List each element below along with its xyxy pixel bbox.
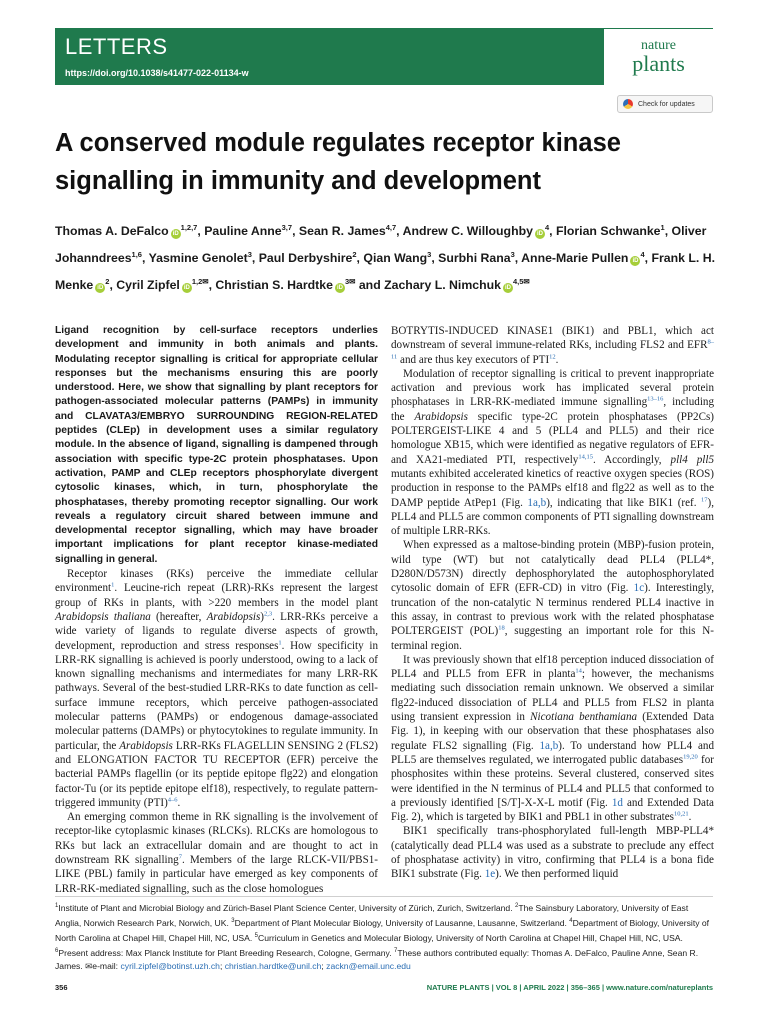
- citation-ref[interactable]: 13–16: [647, 395, 664, 403]
- author[interactable]: [521, 251, 644, 265]
- footnote-divider: [55, 896, 713, 897]
- author-affiliation-sup: 1,2✉: [191, 277, 209, 287]
- author[interactable]: [116, 278, 208, 292]
- body-paragraph: Receptor kinases (RKs) perceive the immediate cellular environment$^1$. Leucine-rich repeat (LRR)-RKs represent the largest group of RKs in plants, with >220 members in the model plant Arabidopsis thaliana (hereafter, Arabidopsis)$^{2,3}$. LRR-RKs perceive a wide variety of ligands to regulate diverse aspects of growth, development, reproduction and stress responses$^1$. How specificity in LRR-RK signalling is achieved is poorly understood, owing to a lack of known signalling mechanisms and intermediates for many LRR-RK pathways. Several of the best-studied LRR-RKs to date function as cell-surface immune receptors, which perceive pathogen-associated molecular patterns (PAMPs) or endogenous damage-associated molecular patterns (DAMPs) or phytocytokines to regulate immunity. In particular, the Arabidopsis LRR-RKs FLAGELLIN SENSING 2 (FLS2) and ELONGATION FACTOR TU RECEPTOR (EFR) perceive the bacterial PAMPs flagellin (or its peptide epitope flg22) and elongation factor-Tu (or its peptide epitope elf18), respectively, to regulate pattern-triggered immunity (PTI)$^{4-6}$.: [55, 568, 378, 809]
- citation-ref[interactable]: 18: [498, 624, 505, 632]
- author-name[interactable]: Pauline Anne: [204, 224, 282, 239]
- author-affiliation-sup: 3✉: [344, 277, 356, 287]
- left-body-text: [55, 567, 378, 896]
- page-number: 356: [55, 983, 68, 992]
- right-column: [391, 324, 714, 882]
- italic-term: pll4 pll5: [670, 453, 714, 466]
- affiliation-number: 3: [231, 918, 235, 925]
- italic-term: Arabidopsis thaliana: [55, 610, 151, 623]
- author-affiliation-sup: 4: [640, 250, 645, 260]
- author-affiliation-sup: 3: [427, 250, 432, 260]
- author-name[interactable]: Oliver Johanndrees: [55, 224, 707, 266]
- author[interactable]: [438, 251, 515, 265]
- citation-ref[interactable]: 7: [178, 853, 182, 861]
- orcid-icon[interactable]: iD: [183, 285, 190, 292]
- article-title: A conserved module regulates receptor kinase signalling in immunity and development: [55, 129, 621, 195]
- author-list: Thomas A. DeFalco iD$^{1,2,7}$, Pauline Anne$^{3,7}$, Sean R. James$^{4,7}$, Andrew C. Willoughby $iD^4$, Florian Schwanke$^1$, Oliver Johanndrees$^{1,6}$, Yasmine Genolet$^3$, Paul Derbyshire$^2$, Qian Wang$^3$, Surbhi Rana$^3$, Anne-Marie Pullen $iD^4$, Frank L. H. Menke $iD^2$, Cyril Zipfel $iD^{1,2✉}$, Christian S. Hardtke $iD^{3✉}$ and Zachary L. Nimchuk $iD^{4,5✉}$: [55, 223, 716, 293]
- figure-link[interactable]: 1e: [484, 868, 496, 881]
- check-updates-icon: [623, 99, 633, 109]
- author[interactable]: [403, 224, 550, 238]
- citation-ref[interactable]: 10,21: [673, 810, 689, 818]
- email-link[interactable]: zackn@email.unc.edu: [326, 961, 411, 972]
- affiliation-number: 7: [393, 948, 398, 955]
- author[interactable]: [204, 224, 292, 238]
- author-affiliation-sup: 2: [352, 250, 357, 260]
- author-name[interactable]: Frank L. H. Menke: [55, 251, 716, 293]
- orcid-icon[interactable]: iD: [172, 231, 179, 238]
- journal-logo[interactable]: [604, 29, 713, 85]
- orcid-icon[interactable]: iD: [504, 285, 511, 292]
- author-affiliation-sup: 1,2,7: [180, 223, 198, 232]
- author[interactable]: [359, 278, 530, 292]
- author-affiliation-sup: 3,7: [281, 223, 293, 232]
- figure-link[interactable]: 1c: [633, 582, 645, 595]
- citation-ref[interactable]: 19,20: [683, 753, 698, 761]
- citation-ref[interactable]: 8–11: [391, 338, 714, 360]
- affiliation-number: 4: [569, 918, 573, 925]
- author-name[interactable]: Qian Wang: [363, 251, 428, 266]
- article-type-label: LETTERS: [65, 34, 168, 59]
- citation-ref[interactable]: 17: [701, 495, 708, 503]
- italic-term: Nicotiana benthamiana: [530, 711, 638, 724]
- author-name[interactable]: Sean R. James: [298, 224, 386, 239]
- author-affiliation-sup: 4,5✉: [512, 277, 530, 287]
- orcid-icon[interactable]: iD: [536, 231, 543, 238]
- italic-term: Arabidopsis: [206, 610, 261, 623]
- italic-term: Arabidopsis: [414, 410, 468, 423]
- affiliations: $^1$Institute of Plant and Microbial Biology and Zürich-Basel Plant Science Center, University of Zürich, Zurich, Switzerland. $^2$The Sainsbury Laboratory, University of East Anglia, Norwich Research Park, Norwich, UK. $^3$Department of Plant Molecular Biology, University of Lausanne, Lausanne, Switzerland. $^4$Department of Biology, University of North Carolina at Chapel Hill, Chapel Hill, NC, USA. $^5$Curriculum in Genetics and Molecular Biology, University of North Carolina at Chapel Hill, Chapel Hill, NC, USA. $^6$Present address: Max Planck Institute for Plant Breeding Research, Cologne, Germany. $^7$These authors contributed equally: Thomas A. DeFalco, Pauline Anne, Sean R. James. ✉e-mail: cyril.zipfel@botinst.uzh.ch; christian.hardtke@unil.ch; zackn@email.unc.edu: [55, 902, 710, 972]
- page-footer: [55, 983, 713, 995]
- author-affiliation-sup: 4,7: [385, 223, 397, 232]
- affiliation-number: 6: [55, 948, 59, 955]
- orcid-icon[interactable]: iD: [97, 285, 104, 292]
- author[interactable]: [149, 251, 252, 265]
- author[interactable]: [556, 224, 665, 238]
- email-link[interactable]: cyril.zipfel@botinst.uzh.ch: [120, 961, 220, 972]
- affiliation-number: 2: [514, 903, 519, 909]
- doi-link[interactable]: https://doi.org/10.1038/s41477-022-01134-w: [65, 68, 249, 78]
- author[interactable]: [55, 224, 197, 238]
- journal-citation[interactable]: NATURE PLANTS | VOL 8 | APRIL 2022 | 356–365 | www.nature.com/natureplants: [426, 983, 713, 992]
- orcid-icon[interactable]: iD: [632, 258, 639, 265]
- figure-link[interactable]: 1a,b: [539, 739, 559, 752]
- affiliation-number: 5: [254, 933, 258, 940]
- body-paragraph: When expressed as a maltose-binding protein (MBP)-fusion protein, wild type (WT) but not catalytically dead PLL4 (PLL4*, D280N/D573N) directly dephosphorylated the autophosphorylated cytosolic domain of EFR (EFR-CD) in vitro (Fig. 1c). Interestingly, truncation of the non-catalytic N terminus rendered PLL4 inactive in this assay, in contrast to previous work with the related phosphatase POLTERGEIST (POL)$^{18}$, suggesting an important role for this N-terminal region.: [391, 539, 714, 652]
- affiliation-number: 1: [55, 903, 59, 909]
- body-paragraph: Modulation of receptor signalling is critical to prevent inappropriate activation and previous work has implicated several protein phosphatases in LRR-RK-mediated immune signalling$^{13-16}$, including the Arabidopsis specific type-2C protein phosphatases (PP2Cs) POLTERGEIST-LIKE 4 and 5 (PLL4 and PLL5) and their rice homologue XB15, which were identified as negative regulators of EFR- and XA21-mediated PTI, respectively$^{14,15}$. Accordingly, pll4 pll5 mutants exhibited accelerated kinetics of reactive oxygen species (ROS) production in response to the PAMPs elf18 and flg22 as well as to the DAMP peptide AtPep1 (Fig. 1a,b), indicating that like BIK1 (ref. $^{17}$), PLL4 and PLL5 are common components of PTI signalling downstream of multiple LRR-RKs.: [391, 367, 715, 538]
- italic-term: Arabidopsis: [119, 739, 173, 752]
- author-name[interactable]: Florian Schwanke: [555, 224, 661, 239]
- body-paragraph: An emerging common theme in RK signalling is the involvement of receptor-like cytoplasmic kinases (RLCKs). RLCKs are homologous to RKs but lack an extracellular domain and are thought to act in downstream RK signalling$^7$. Members of the large RLCK-VII/PBS1-LIKE (PBL) family in particular have emerged as key components of LRR-RK-mediated signalling, such as the close homologues: [55, 811, 378, 895]
- author-name[interactable]: Cyril Zipfel: [116, 278, 180, 293]
- author-name[interactable]: Anne-Marie Pullen: [521, 251, 629, 266]
- author[interactable]: [215, 278, 355, 292]
- right-body-text: [391, 324, 714, 882]
- email-link[interactable]: christian.hardtke@unil.ch: [224, 961, 322, 972]
- author-name[interactable]: Yasmine Genolet: [148, 251, 248, 266]
- author-affiliation-sup: 1,6: [131, 250, 142, 260]
- author[interactable]: [363, 251, 431, 265]
- author-name[interactable]: and Zachary L. Nimchuk: [358, 278, 501, 293]
- author-affiliation-sup: 4: [544, 223, 550, 232]
- figure-link[interactable]: 1d: [611, 796, 623, 809]
- citation-ref[interactable]: 14: [575, 667, 582, 675]
- author-name[interactable]: Surbhi Rana: [438, 251, 511, 266]
- author-name[interactable]: Andrew C. Willoughby: [402, 224, 533, 239]
- left-column: [55, 324, 378, 896]
- author[interactable]: [259, 251, 357, 265]
- author-name[interactable]: Christian S. Hardtke: [215, 278, 333, 293]
- logo-line-2: plants: [632, 51, 685, 76]
- figure-link[interactable]: 1a,b: [527, 496, 547, 509]
- check-for-updates-button[interactable]: [617, 95, 713, 113]
- orcid-icon[interactable]: iD: [336, 285, 343, 292]
- citation-ref[interactable]: 14,15: [578, 452, 593, 460]
- check-updates-label: Check for updates: [638, 100, 695, 108]
- body-paragraph: BIK1 specifically trans-phosphorylated full-length MBP-PLL4* (catalytically dead PLL4 was used as a substrate to preclude any effect of phosphatase activity) in vitro, confirming that PLL4 is a bona fide BIK1 substrate (Fig. 1e). We then performed liquid: [391, 825, 714, 881]
- abstract: Ligand recognition by cell-surface receptors underlies development and immunity in both animals and plants. Modulating receptor signalling is critical for appropriate cellular responses but the mechanisms ensuring this are poorly understood. Here, we show that signalling by plant receptors for pathogen-associated molecular patterns (PAMPs) in immunity and CLAVATA3/EMBRYO SURROUNDING REGION-RELATED peptides (CLEp) in development uses a similar regulatory module. In the absence of ligand, signalling is dampened through association with specific type-2C protein phosphatases. Upon activation, PAMP and CLEp receptors phosphorylate divergent cytosolic kinases, which, in turn, phosphorylate the phosphatases, thereby promoting receptor signalling. Our work reveals a regulatory circuit shared between immune and developmental receptor signalling, which may have broader important implications for plant receptor kinase-mediated signalling in general.: [55, 325, 378, 565]
- author[interactable]: [299, 224, 396, 238]
- citation-ref[interactable]: 4–6: [167, 796, 178, 804]
- citation-ref[interactable]: 12: [549, 352, 556, 360]
- body-paragraph: BOTRYTIS-INDUCED KINASE1 (BIK1) and PBL1, which act downstream of several immune-related RKs, including FLS2 and EFR$^{8-11}$ and are thus key executors of PTI$^{12}$.: [391, 325, 714, 366]
- author-name[interactable]: Paul Derbyshire: [258, 251, 353, 266]
- citation-ref[interactable]: 1: [278, 638, 282, 646]
- author-affiliation-sup: 2: [105, 277, 110, 287]
- logo-line-1: nature: [641, 38, 676, 53]
- citation-ref[interactable]: 1: [111, 581, 115, 589]
- author-affiliation-sup: 1: [660, 223, 665, 232]
- author-affiliation-sup: 3: [510, 250, 515, 260]
- body-paragraph: It was previously shown that elf18 perception induced dissociation of PLL4 and PLL5 from EFR in planta$^{14}$; however, the mechanisms mediating such dissociation remain unknown. We observed a similar flg22-induced dissociation of PLL4 and PLL5 from FLS2 in planta using transient expression in Nicotiana benthamiana (Extended Data Fig. 1), in keeping with our observation that these phosphatases also regulate FLS2 signalling (Fig. 1a,b). To understand how PLL4 and PLL5 are themselves regulated, we interrogated public databases$^{19,20}$ for phosphosites within these proteins. Several clustered, conserved sites were identified in the N terminus of PLL4 and PLL5 that conformed to a previously identified [S/T]-X-X-L motif (Fig. 1d and Extended Data Fig. 2), which is targeted by BIK1 and PBL1 in other substrates$^{10,21}$.: [391, 653, 715, 824]
- author-affiliation-sup: 3: [247, 250, 252, 260]
- citation-ref[interactable]: 2,3: [264, 610, 273, 618]
- author-name[interactable]: Thomas A. DeFalco: [55, 224, 169, 239]
